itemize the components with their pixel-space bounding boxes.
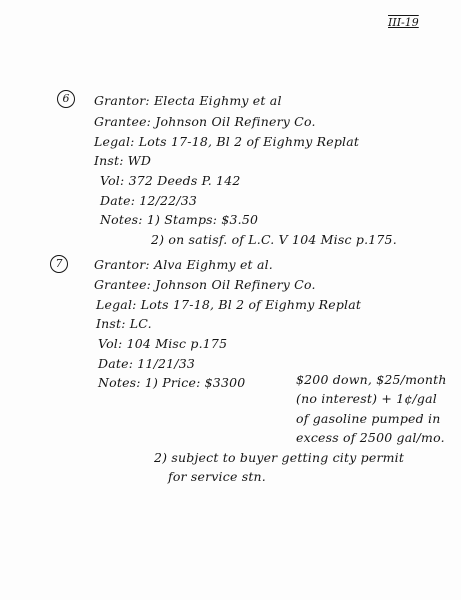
entry-notes: Notes: 1) Price: $3300 (98, 375, 246, 390)
entry-note-2: for service stn. (168, 469, 266, 484)
entry-volume: Vol: 104 Misc p.175 (98, 336, 228, 351)
entry-volume: Vol: 372 Deeds P. 142 (100, 173, 241, 188)
entry-date: Date: 11/21/33 (98, 356, 196, 371)
entry-number-circle: 6 (57, 90, 75, 108)
entry-grantor: Grantor: Electa Eighmy et al (94, 93, 282, 108)
price-detail-line: $200 down, $25/month (296, 372, 447, 387)
entry-note-2: 2) on satisf. of L.C. V 104 Misc p.175. (151, 232, 397, 247)
entry-grantor: Grantor: Alva Eighmy et al. (94, 257, 273, 272)
page-number: III-19 (388, 16, 419, 29)
entry-grantee: Grantee: Johnson Oil Refinery Co. (94, 277, 316, 292)
entry-number-circle: 7 (50, 255, 68, 273)
entry-grantee: Grantee: Johnson Oil Refinery Co. (94, 114, 316, 129)
price-detail-line: of gasoline pumped in (296, 411, 441, 426)
price-detail-line: excess of 2500 gal/mo. (296, 430, 445, 445)
entry-instrument: Inst: LC. (96, 316, 152, 331)
entry-legal: Legal: Lots 17-18, Bl 2 of Eighmy Replat (94, 134, 360, 149)
entry-legal: Legal: Lots 17-18, Bl 2 of Eighmy Replat (96, 297, 362, 312)
entry-notes: Notes: 1) Stamps: $3.50 (100, 212, 259, 227)
entry-note-2: 2) subject to buyer getting city permit (154, 450, 405, 465)
price-detail-line: (no interest) + 1¢/gal (296, 391, 437, 406)
entry-date: Date: 12/22/33 (100, 193, 198, 208)
entry-instrument: Inst: WD (94, 153, 152, 168)
